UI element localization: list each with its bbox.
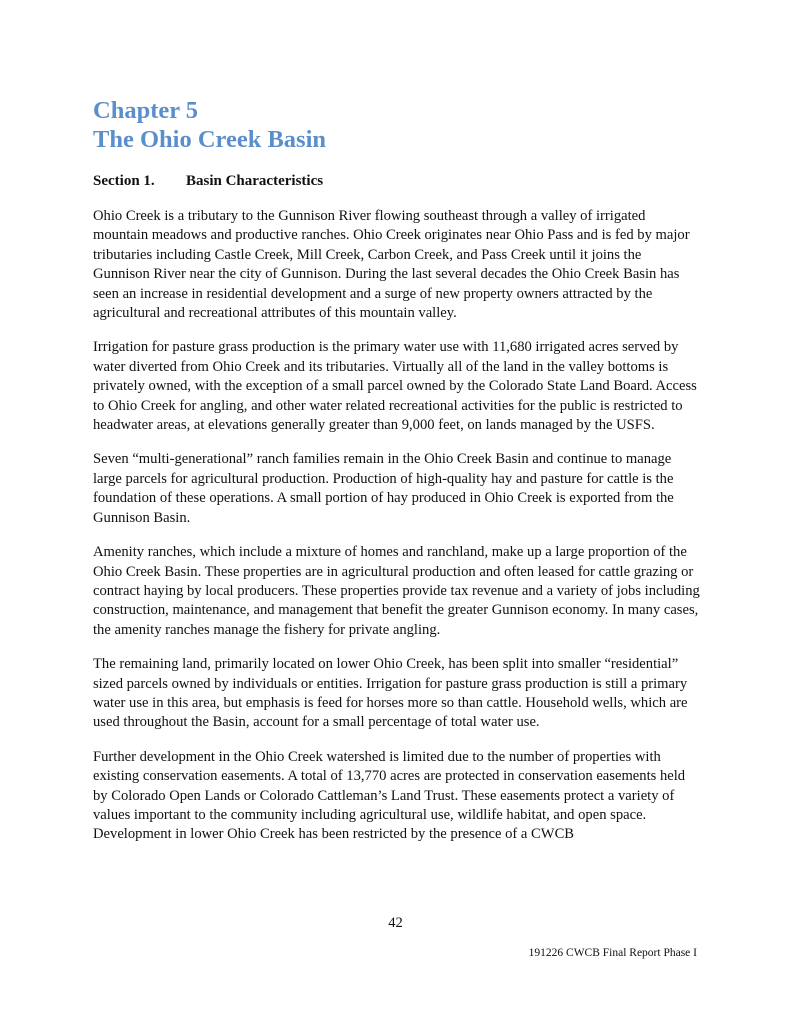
chapter-name: The Ohio Creek Basin: [93, 126, 327, 153]
chapter-title: [93, 96, 326, 154]
section-title: Basin Characteristics: [186, 173, 324, 189]
page-number: 42: [388, 915, 403, 931]
body-text: [93, 207, 701, 860]
paragraph-6: Further development in the Ohio Creek watershed is limited due to the number of properties with existing conservation easements. A total of 13,770 acres are protected in conservation easements held by Colorado Open Lands or Colorado Cattleman’s Land Trust. These easements protect a variety of values important to the community including agricultural use, wildlife habitat, and open space. Development in lower Ohio Creek has been restricted by the presence of a CWCB: [93, 748, 686, 843]
paragraph-5: The remaining land, primarily located on lower Ohio Creek, has been split into smaller “residential” sized parcels owned by individuals or entities. Irrigation for pasture grass production is still a primary water use in this area, but emphasis is feed for horses more so than cattle. Household wells, which are used throughout the Basin, account for a small percentage of total water use.: [93, 656, 688, 731]
paragraph-3: Seven “multi-generational” ranch families remain in the Ohio Creek Basin and continue to manage large parcels for agricultural production. Production of high-quality hay and pasture for cattle is the foundation of these operations. A small portion of hay produced in Ohio Creek is exported from the Gunnison Basin.: [93, 451, 674, 526]
section-number: Section 1.: [93, 173, 155, 189]
report-footer-note: 191226 CWCB Final Report Phase I: [528, 947, 697, 959]
paragraph-4: Amenity ranches, which include a mixture of homes and ranchland, make up a large proportion of the Ohio Creek Basin. These properties are in agricultural production and often leased for cattle grazing or contract haying by local producers. These properties provide tax revenue and a variety of jobs including construction, maintenance, and management that benefit the greater Gunnison economy. In many cases, the amenity ranches manage the fishery for private angling.: [93, 544, 700, 638]
paragraph-1: Ohio Creek is a tributary to the Gunnison River flowing southeast through a valley of irrigated mountain meadows and productive ranches. Ohio Creek originates near Ohio Pass and is fed by major tributaries including Castle Creek, Mill Creek, Carbon Creek, and Pass Creek until it joins the Gunnison River near the city of Gunnison. During the last several decades the Ohio Creek Basin has seen an increase in residential development and a surge of new property owners attracted by the agricultural and recreational attributes of this mountain valley.: [93, 208, 690, 322]
chapter-label: Chapter 5: [93, 97, 199, 124]
section-heading: [93, 172, 323, 190]
paragraph-2: Irrigation for pasture grass production is the primary water use with 11,680 irrigated acres served by water diverted from Ohio Creek and its tributaries. Virtually all of the land in the valley bottoms is privately owned, with the exception of a small parcel owned by the Colorado State Land Board. Access to Ohio Creek for angling, and other water related recreational activities for the public is restricted to headwater areas, at elevations generally greater than 9,000 feet, on lands managed by the USFS.: [93, 339, 697, 434]
